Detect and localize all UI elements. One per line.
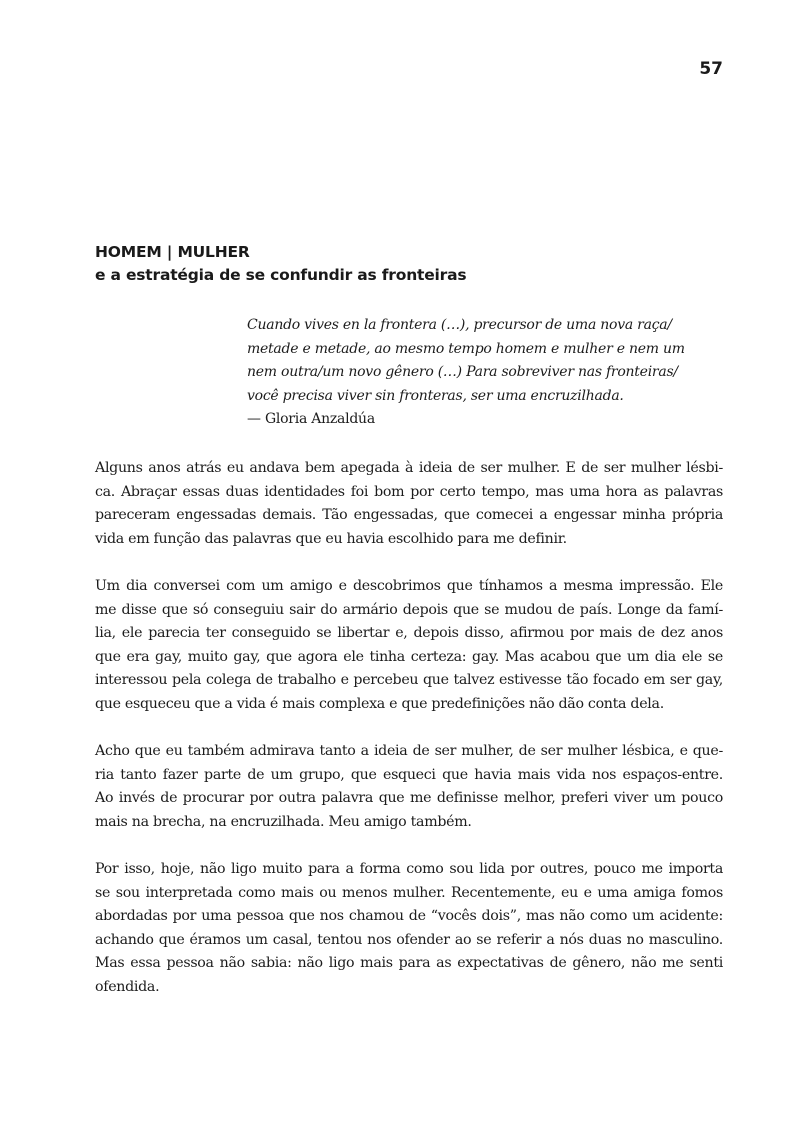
- text-line: achando que éramos um casal, tentou nos ofender ao se referir a nós duas no masculino.: [95, 931, 723, 948]
- text-line: pareceram engessadas demais. Tão engessadas, que comecei a engessar minha própria: [95, 507, 723, 524]
- text-line: abordadas por uma pessoa que nos chamou de “vocês dois”, mas não como um acidente:: [95, 908, 723, 925]
- text-line: que era gay, muito gay, que agora ele tinha certeza: gay. Mas acabou que um dia ele se: [95, 648, 723, 665]
- paragraph-4: [95, 858, 723, 1000]
- heading-title: HOMEM | MULHER: [95, 243, 250, 261]
- text-line: Acho que eu também admirava tanto a ideia de ser mulher, de ser mulher lésbica, e que-: [95, 743, 723, 760]
- text-line: mais na brecha, na encruzilhada. Meu amigo também.: [95, 813, 472, 830]
- text-line: Por isso, hoje, não ligo muito para a forma como sou lida por outres, pouco me importa: [95, 861, 723, 878]
- text-line: Um dia conversei com um amigo e descobrimos que tínhamos a mesma impressão. Ele: [95, 577, 723, 594]
- text-line: vida em função das palavras que eu havia escolhido para me definir.: [95, 530, 567, 547]
- epigraph: [247, 314, 717, 432]
- heading-subtitle: e a estratégia de se confundir as fronteiras: [95, 266, 467, 284]
- text-line: ca. Abraçar essas duas identidades foi bom por certo tempo, mas uma hora as palavras: [95, 483, 723, 500]
- text-line: que esqueceu que a vida é mais complexa e que predefinições não dão conta dela.: [95, 695, 664, 712]
- text-line: ofendida.: [95, 979, 160, 996]
- text-line: lia, ele parecia ter conseguido se libertar e, depois disso, afirmou por mais de dez anos: [95, 625, 723, 642]
- page-number: 57: [699, 59, 723, 79]
- text-line: interessou pela colega de trabalho e percebeu que talvez estivesse tão focado em ser gay,: [95, 672, 723, 689]
- paragraph-3: [95, 740, 723, 834]
- body-text: [95, 457, 723, 1023]
- section-heading: [95, 241, 715, 287]
- epigraph-line: nem outra/um novo gênero (…) Para sobreviver nas fronteiras/: [247, 364, 678, 380]
- text-line: Alguns anos atrás eu andava bem apegada à ideia de ser mulher. E de ser mulher lésbi-: [95, 460, 723, 476]
- epigraph-line: você precisa viver sin fronteras, ser uma encruzilhada.: [247, 387, 624, 404]
- paragraph-2: [95, 575, 723, 717]
- text-line: ria tanto fazer parte de um grupo, que esqueci que havia mais vida nos espaços-entre.: [95, 766, 723, 783]
- epigraph-author: — Gloria Anzaldúa: [247, 411, 375, 427]
- text-line: me disse que só conseguiu sair do armário depois que se mudou de país. Longe da famí-: [95, 601, 723, 618]
- epigraph-line: Cuando vives en la frontera (…), precursor de uma nova raça/: [247, 317, 672, 333]
- paragraph-1: [95, 457, 723, 551]
- epigraph-line: metade e metade, ao mesmo tempo homem e mulher e nem um: [247, 340, 685, 357]
- text-line: Ao invés de procurar por outra palavra que me definisse melhor, preferi viver um pouco: [95, 790, 723, 807]
- text-line: Mas essa pessoa não sabia: não ligo mais para as expectativas de gênero, não me senti: [95, 955, 723, 972]
- text-line: se sou interpretada como mais ou menos mulher. Recentemente, eu e uma amiga fomos: [95, 884, 723, 901]
